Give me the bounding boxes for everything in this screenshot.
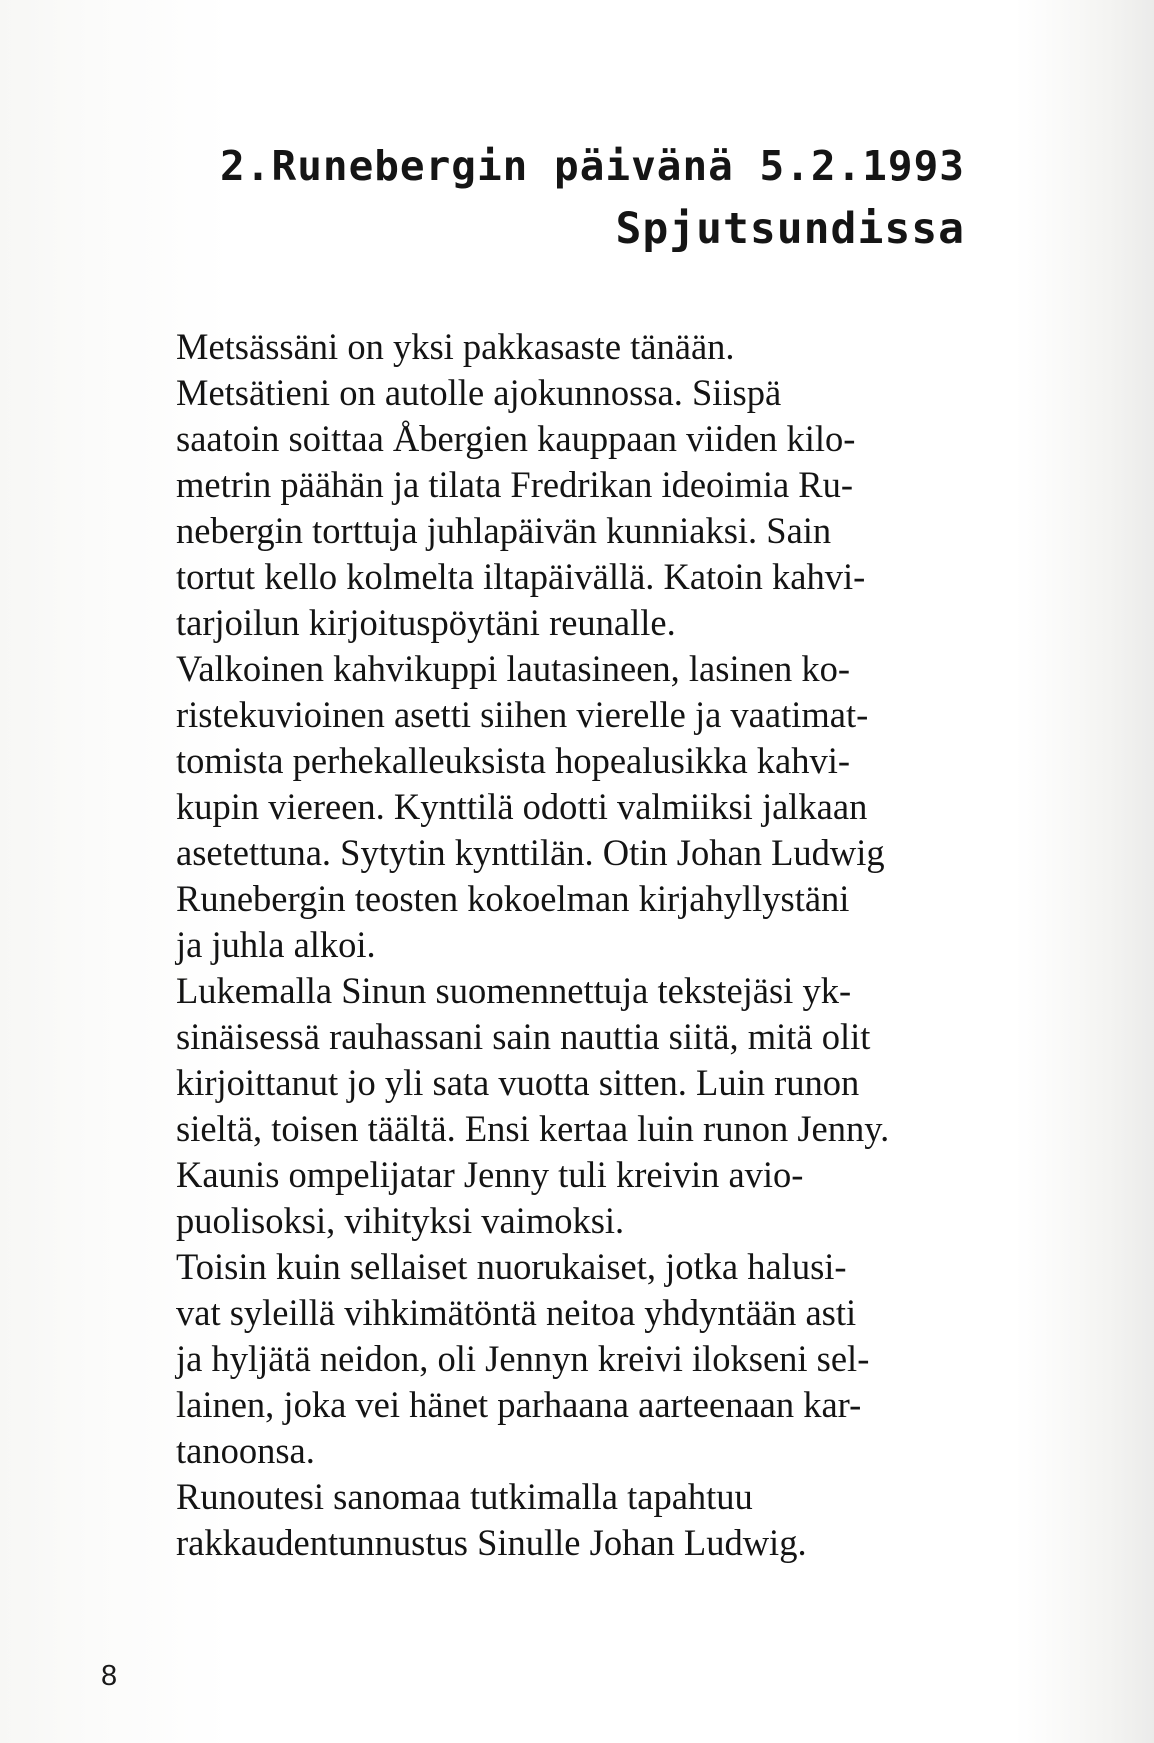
- text-line: asetettuna. Sytytin kynttilän. Otin Johan Ludwig: [176, 832, 885, 873]
- text-line: puolisoksi, vihityksi vaimoksi.: [176, 1200, 625, 1241]
- text-line: kupin viereen. Kynttilä odotti valmiiksi jalkaan: [176, 786, 868, 827]
- chapter-title: Runebergin päivänä 5.2.1993: [271, 142, 965, 190]
- text-line: ja juhla alkoi.: [176, 924, 376, 965]
- chapter-heading: [220, 142, 965, 190]
- text-line: Runoutesi sanomaa tutkimalla tapahtuu: [176, 1476, 753, 1517]
- text-line: tarjoilun kirjoituspöytäni reunalle.: [176, 602, 676, 643]
- text-line: lainen, joka vei hänet parhaana aarteenaan kar-: [176, 1384, 862, 1425]
- text-line: ristekuvioinen asetti siihen vierelle ja vaatimat-: [176, 694, 869, 735]
- text-line: Metsässäni on yksi pakkasaste tänään.: [176, 326, 735, 367]
- text-line: tomista perhekalleuksista hopealusikka kahvi-: [176, 740, 851, 781]
- text-line: Toisin kuin sellaiset nuorukaiset, jotka halusi-: [176, 1246, 847, 1287]
- text-line: tanoonsa.: [176, 1430, 315, 1471]
- text-line: Lukemalla Sinun suomennettuja tekstejäsi yk-: [176, 970, 852, 1011]
- text-line: kirjoittanut jo yli sata vuotta sitten. Luin runon: [176, 1062, 860, 1103]
- body-text: [176, 324, 988, 1566]
- text-line: metrin päähän ja tilata Fredrikan ideoimia Ru-: [176, 464, 854, 505]
- chapter-place: Spjutsundissa: [615, 204, 965, 254]
- text-line: tortut kello kolmelta iltapäivällä. Katoin kahvi-: [176, 556, 866, 597]
- text-line: Metsätieni on autolle ajokunnossa. Siispä: [176, 372, 782, 413]
- chapter-number: 2.: [220, 142, 272, 190]
- text-line: vat syleillä vihkimätöntä neitoa yhdyntään asti: [176, 1292, 857, 1333]
- text-line: Runebergin teosten kokoelman kirjahyllystäni: [176, 878, 850, 919]
- text-line: Valkoinen kahvikuppi lautasineen, lasinen ko-: [176, 648, 851, 689]
- text-line: nebergin torttuja juhlapäivän kunniaksi. Sain: [176, 510, 832, 551]
- text-line: saatoin soittaa Åbergien kauppaan viiden kilo-: [176, 418, 856, 459]
- text-line: rakkaudentunnustus Sinulle Johan Ludwig.: [176, 1522, 807, 1563]
- text-line: ja hyljätä neidon, oli Jennyn kreivi ilokseni sel-: [176, 1338, 870, 1379]
- text-line: sinäisessä rauhassani sain nauttia siitä, mitä olit: [176, 1016, 871, 1057]
- text-line: sieltä, toisen täältä. Ensi kertaa luin runon Jenny.: [176, 1108, 890, 1149]
- text-line: Kaunis ompelijatar Jenny tuli kreivin avio-: [176, 1154, 804, 1195]
- page-number: 8: [101, 1660, 118, 1692]
